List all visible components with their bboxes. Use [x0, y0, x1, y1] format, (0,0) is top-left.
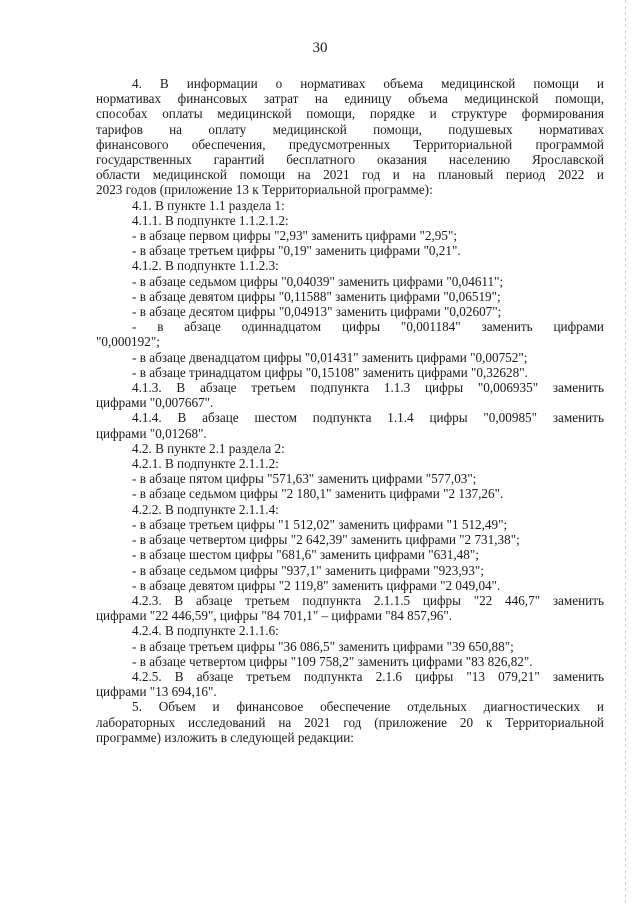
text-line-p4-5: финансового обеспечения, предусмотренных Территориальной программой [96, 136, 604, 152]
text-line-p4-2: нормативах финансовых затрат на единицу объема медицинской помощи, [96, 91, 604, 107]
text-line-s42: 4.2. В пункте 2.1 раздела 2: [132, 440, 285, 456]
text-line-d6a: - в абзаце одиннадцатом цифры "0,001184" заменить цифрами [132, 319, 604, 335]
document-body [96, 76, 604, 745]
scan-edge-line [625, 0, 626, 905]
text-line-d3: - в абзаце седьмом цифры "0,04039" заменить цифрами "0,04611"; [132, 273, 504, 289]
text-line-d2: - в абзаце третьем цифры "0,19" заменить цифрами "0,21". [132, 243, 461, 259]
text-line-p4-1: 4. В информации о нормативах объема медицинской помощи и [132, 76, 604, 91]
text-line-d14: - в абзаце седьмом цифры "937,1" заменить цифрами "923,93"; [132, 562, 484, 578]
text-line-p4-3: способах оплаты медицинской помощи, порядке и структуре формирования [96, 106, 604, 122]
page-number: 30 [312, 40, 328, 56]
text-line-s423b: цифрами "22 446,59", цифры "84 701,1" – цифрами "84 857,96". [96, 608, 453, 624]
text-line-s414a: 4.1.4. В абзаце шестом подпункта 1.1.4 цифры "0,00985" заменить [132, 410, 604, 426]
text-line-s425b: цифрами "13 694,16". [96, 684, 217, 700]
text-line-d12: - в абзаце четвертом цифры "2 642,39" заменить цифрами "2 731,38"; [132, 532, 520, 548]
text-line-s424: 4.2.4. В подпункте 2.1.1.6: [132, 623, 279, 639]
text-line-p5-2: лабораторных исследований на 2021 год (приложение 20 к Территориальной [96, 714, 604, 730]
text-line-s413b: цифрами "0,007667". [96, 395, 214, 411]
text-line-d16: - в абзаце третьем цифры "36 086,5" заменить цифрами "39 650,88"; [132, 638, 514, 654]
text-line-s411: 4.1. В пункте 1.1 раздела 1: [132, 197, 285, 213]
text-line-s413a: 4.1.3. В абзаце третьем подпункта 1.1.3 цифры "0,006935" заменить [132, 380, 604, 396]
text-line-d11: - в абзаце третьем цифры "1 512,02" заменить цифрами "1 512,49"; [132, 516, 508, 532]
text-line-d13: - в абзаце шестом цифры "681,6" заменить цифрами "631,48"; [132, 547, 479, 563]
text-line-d1: - в абзаце первом цифры "2,93" заменить цифрами "2,95"; [132, 228, 457, 244]
text-line-s422: 4.2.2. В подпункте 2.1.1.4: [132, 501, 279, 517]
text-line-s414b: цифрами "0,01268". [96, 425, 207, 441]
text-line-p5-3: программе) изложить в следующей редакции: [96, 729, 354, 745]
text-line-d15: - в абзаце девятом цифры "2 119,8" заменить цифрами "2 049,04". [132, 577, 501, 593]
text-line-p4-4: тарифов на оплату медицинской помощи, подушевых нормативах [96, 121, 604, 137]
text-line-d10: - в абзаце седьмом цифры "2 180,1" заменить цифрами "2 137,26". [132, 486, 504, 502]
text-line-d5: - в абзаце десятом цифры "0,04913" заменить цифрами "0,02607"; [132, 304, 502, 320]
text-line-s425a: 4.2.5. В абзаце третьем подпункта 2.1.6 цифры "13 079,21" заменить [132, 668, 604, 684]
text-line-s421: 4.2.1. В подпункте 2.1.1.2: [132, 456, 279, 472]
text-line-d8: - в абзаце тринадцатом цифры "0,15108" заменить цифрами "0,32628". [132, 364, 528, 380]
text-line-s4111: 4.1.1. В подпункте 1.1.2.1.2: [132, 212, 289, 228]
text-line-s412: 4.1.2. В подпункте 1.1.2.3: [132, 258, 279, 274]
text-line-d9: - в абзаце пятом цифры "571,63" заменить цифрами "577,03"; [132, 471, 477, 487]
text-line-p4-7: области медицинской помощи на 2021 год и на плановый период 2022 и [96, 167, 604, 183]
text-line-s423a: 4.2.3. В абзаце третьем подпункта 2.1.1.5 цифры "22 446,7" заменить [132, 592, 604, 608]
text-line-p5-1: 5. Объем и финансовое обеспечение отдельных диагностических и [132, 699, 604, 715]
text-line-p4-8: 2023 годов (приложение 13 к Территориальной программе): [96, 182, 433, 198]
text-line-d7: - в абзаце двенадцатом цифры "0,01431" заменить цифрами "0,00752"; [132, 349, 528, 365]
text-line-d4: - в абзаце девятом цифры "0,11588" заменить цифрами "0,06519"; [132, 288, 501, 304]
text-line-p4-6: государственных гарантий бесплатного оказания населению Ярославской [96, 152, 604, 168]
text-line-d6b: "0,000192"; [96, 334, 160, 350]
text-line-d17: - в абзаце четвертом цифры "109 758,2" заменить цифрами "83 826,82". [132, 653, 533, 669]
